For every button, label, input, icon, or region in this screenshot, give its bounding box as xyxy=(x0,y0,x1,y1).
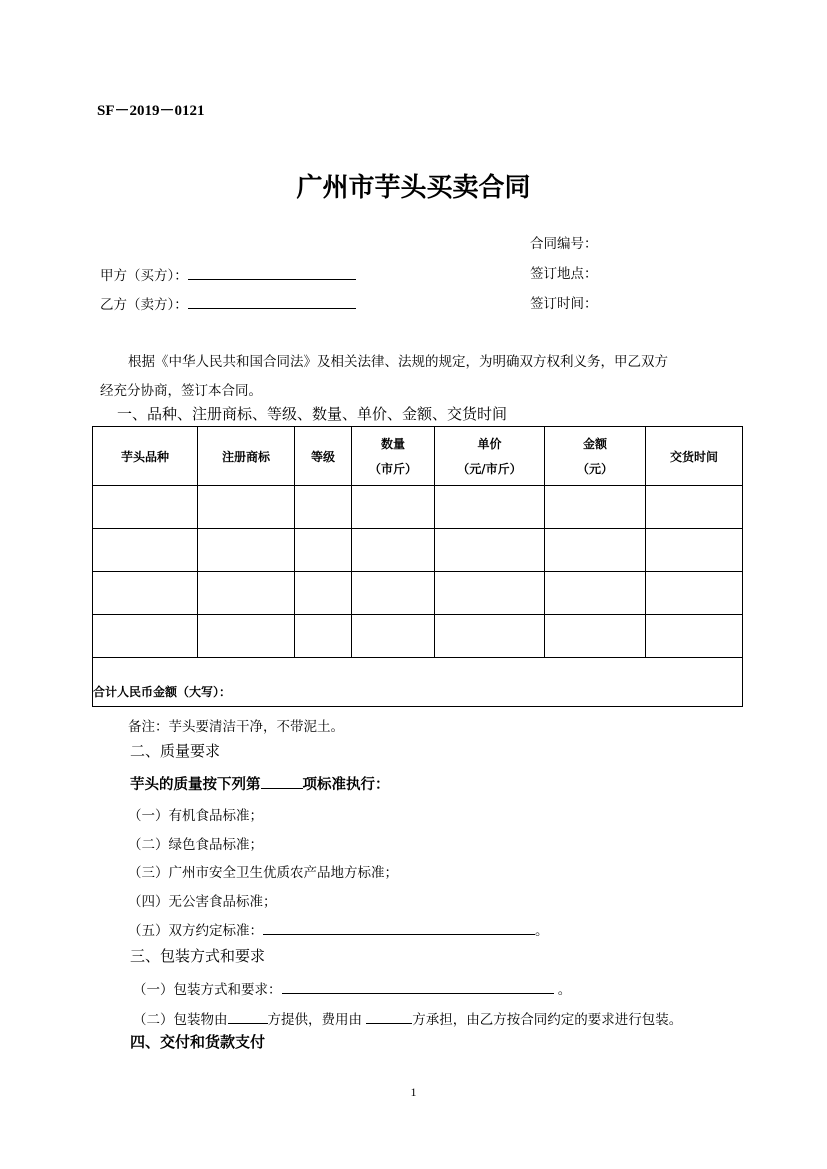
quality-prefix: 芋头的质量按下列第 xyxy=(130,776,261,793)
col-grade: 等级 xyxy=(295,427,352,486)
quality-item-3: （三）广州市安全卫生优质农产品地方标准； xyxy=(128,865,398,881)
section-4-title: 四、交付和货款支付 xyxy=(130,1033,266,1051)
table-cell[interactable] xyxy=(295,615,352,658)
table-cell[interactable] xyxy=(295,529,352,572)
packing-item-2-row xyxy=(133,1008,682,1028)
table-row xyxy=(93,486,743,529)
document-code: SF－2019－0121 xyxy=(97,103,205,119)
remark: 备注：芋头要清洁干净，不带泥土。 xyxy=(128,719,344,735)
table-cell[interactable] xyxy=(435,529,545,572)
table-cell[interactable] xyxy=(646,572,743,615)
packing-item-1-period: 。 xyxy=(557,982,572,998)
section-3-title: 三、包装方式和要求 xyxy=(130,947,266,965)
col-delivery: 交货时间 xyxy=(646,427,743,486)
contract-number-label: 合同编号： xyxy=(530,236,598,252)
col-price-unit: （元/市斤） xyxy=(457,462,522,476)
table-cell[interactable] xyxy=(295,572,352,615)
table-cell[interactable] xyxy=(352,572,435,615)
quality-item-field[interactable] xyxy=(261,775,303,789)
col-price xyxy=(435,427,545,486)
sign-time-label: 签订时间： xyxy=(530,296,598,312)
quality-item-2: （二）绿色食品标准； xyxy=(128,837,263,853)
intro-line-2: 经充分协商，签订本合同。 xyxy=(100,383,262,399)
party-b-label: 乙方（卖方）： xyxy=(100,297,188,313)
table-cell[interactable] xyxy=(93,529,198,572)
table-cell[interactable] xyxy=(198,486,295,529)
quality-suffix: 项标准执行： xyxy=(302,776,390,793)
packing-item-2-a: （二）包装物由 xyxy=(133,1012,228,1028)
sign-place-label: 签订地点： xyxy=(530,266,598,282)
col-amount-label: 金额 xyxy=(582,437,607,451)
total-amount-label: 合计人民币金额（大写）： xyxy=(93,685,232,699)
table-header-row xyxy=(93,427,743,486)
table-cell[interactable] xyxy=(545,572,646,615)
party-a-label: 甲方（买方）： xyxy=(100,268,188,284)
party-b-field[interactable] xyxy=(188,295,356,309)
table-row xyxy=(93,615,743,658)
table-cell[interactable] xyxy=(435,486,545,529)
intro-line-1: 根据《中华人民共和国合同法》及相关法律、法规的规定，为明确双方权利义务，甲乙双方 xyxy=(128,354,668,370)
party-a-field[interactable] xyxy=(188,266,356,280)
packing-item-1: （一）包装方式和要求： xyxy=(133,982,282,998)
section-2-title: 二、质量要求 xyxy=(130,742,221,760)
total-amount-cell[interactable] xyxy=(93,658,743,707)
table-cell[interactable] xyxy=(545,615,646,658)
packing-cost-bearer-field[interactable] xyxy=(366,1010,412,1024)
table-cell[interactable] xyxy=(93,572,198,615)
packing-provider-field[interactable] xyxy=(228,1010,268,1024)
table-row xyxy=(93,572,743,615)
col-brand: 注册商标 xyxy=(198,427,295,486)
page-number: 1 xyxy=(410,1085,417,1099)
agreed-standard-field[interactable] xyxy=(263,921,535,935)
section-1-title: 一、品种、注册商标、等级、数量、单价、金额、交货时间 xyxy=(117,405,508,423)
packing-method-field[interactable] xyxy=(282,980,554,994)
table-cell[interactable] xyxy=(435,572,545,615)
table-cell[interactable] xyxy=(198,529,295,572)
quality-instruction xyxy=(130,773,390,794)
col-amount-unit: （元） xyxy=(576,462,613,476)
col-variety: 芋头品种 xyxy=(93,427,198,486)
table-cell[interactable] xyxy=(295,486,352,529)
party-b-row xyxy=(100,293,356,313)
packing-item-2-b: 方提供，费用由 xyxy=(267,1012,362,1028)
quality-item-1: （一）有机食品标准； xyxy=(128,808,263,824)
party-a-row xyxy=(100,264,356,284)
table-cell[interactable] xyxy=(435,615,545,658)
quality-item-4: （四）无公害食品标准； xyxy=(128,894,277,910)
table-cell[interactable] xyxy=(646,615,743,658)
table-cell[interactable] xyxy=(545,529,646,572)
col-quantity-label: 数量 xyxy=(380,437,405,451)
table-cell[interactable] xyxy=(352,529,435,572)
packing-item-1-row xyxy=(133,978,571,998)
table-cell[interactable] xyxy=(646,486,743,529)
table-cell[interactable] xyxy=(93,486,198,529)
col-quantity xyxy=(352,427,435,486)
table-cell[interactable] xyxy=(646,529,743,572)
table-cell[interactable] xyxy=(198,572,295,615)
page-title: 广州市芋头买卖合同 xyxy=(296,173,531,203)
table-cell[interactable] xyxy=(198,615,295,658)
table-row xyxy=(93,529,743,572)
table-total-row xyxy=(93,658,743,707)
table-cell[interactable] xyxy=(93,615,198,658)
table-cell[interactable] xyxy=(352,486,435,529)
quality-item-5-period: 。 xyxy=(535,923,549,939)
table-cell[interactable] xyxy=(545,486,646,529)
col-price-label: 单价 xyxy=(477,437,502,451)
goods-table xyxy=(92,426,743,707)
packing-item-2-c: 方承担，由乙方按合同约定的要求进行包装。 xyxy=(412,1012,683,1028)
quality-item-5-row xyxy=(128,919,549,939)
col-quantity-unit: （市斤） xyxy=(368,462,417,476)
col-amount xyxy=(545,427,646,486)
quality-item-5: （五）双方约定标准： xyxy=(128,923,263,939)
table-cell[interactable] xyxy=(352,615,435,658)
